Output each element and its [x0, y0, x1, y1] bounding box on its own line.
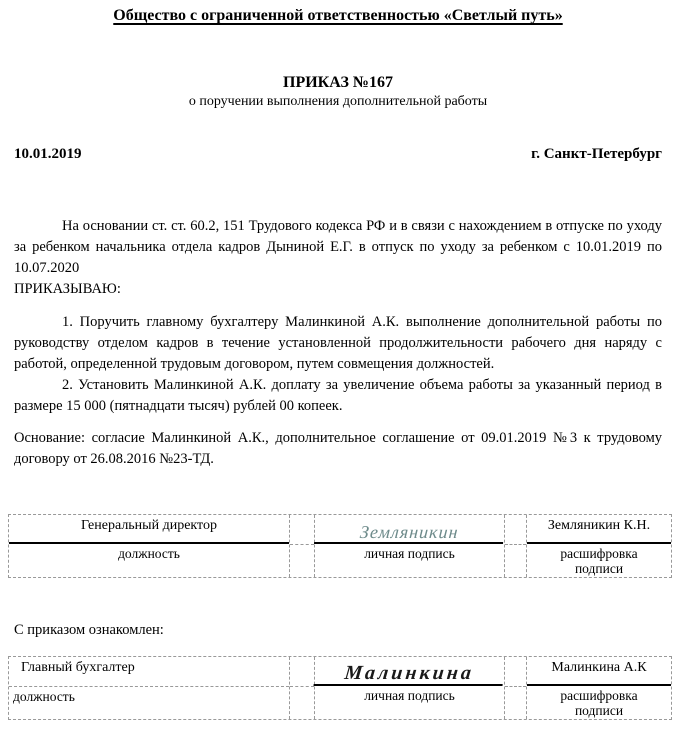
acknowledgement-label: С приказом ознакомлен:	[14, 622, 164, 638]
accountant-name: Малинкина А.К	[527, 657, 671, 686]
accountant-position: Главный бухгалтер	[9, 657, 289, 687]
table-spacer	[289, 515, 315, 577]
order-title: ПРИКАЗ №167	[283, 74, 393, 91]
signature-table-accountant	[8, 656, 672, 720]
table-spacer	[504, 515, 527, 577]
director-signature-caption: личная подпись	[364, 546, 455, 561]
preamble-paragraph: На основании ст. ст. 60.2, 151 Трудового кодекса РФ и в связи с нахождением в отпуске по уходу за ребенком начальника отдела кадров Дыниной Е.Г. в отпуск по уходу за ребенком с 10.01.2019 по 10.07.2020	[14, 218, 662, 276]
date-city-row	[14, 146, 662, 163]
director-signature-handwriting: Земляникин	[314, 515, 505, 544]
director-signature-cell	[315, 515, 504, 577]
accountant-signature-cell	[315, 657, 504, 719]
signature-table-director	[8, 514, 672, 578]
director-position-cell	[9, 515, 289, 577]
accountant-signature-handwriting: Малинкина	[313, 657, 505, 686]
director-name-caption: расшифровка подписи	[560, 546, 638, 576]
director-position: Генеральный директор	[9, 515, 289, 544]
basis-paragraph: Основание: согласие Малинкиной А.К., дополнительное соглашение от 09.01.2019 №3 к трудовому договору от 26.08.2016 №23-ТД.	[14, 430, 662, 467]
order-city: г. Санкт-Петербург	[531, 146, 662, 162]
accountant-name-caption: расшифровка подписи	[560, 688, 638, 718]
order-heading	[14, 73, 662, 110]
director-name-cell	[527, 515, 671, 577]
order-date: 10.01.2019	[14, 146, 82, 162]
table-spacer	[289, 657, 315, 719]
accountant-name-cell	[527, 657, 671, 719]
order-word: ПРИКАЗЫВАЮ:	[14, 281, 121, 297]
accountant-position-cell	[9, 657, 289, 719]
accountant-position-caption: должность	[13, 689, 75, 704]
table-spacer	[504, 657, 527, 719]
order-item-2: 2. Установить Малинкиной А.К. доплату за увеличение объема работы за указанный период в размере 15 000 (пятнадцати тысяч) рублей 00 копеек.	[14, 377, 662, 414]
order-subtitle: о поручении выполнения дополнительной работы	[188, 94, 488, 109]
director-position-caption: должность	[118, 546, 180, 561]
company-name: Общество с ограниченной ответственностью «Светлый путь»	[113, 7, 563, 24]
accountant-signature-caption: личная подпись	[364, 688, 455, 703]
director-name: Земляникин К.Н.	[527, 515, 671, 544]
order-item-1: 1. Поручить главному бухгалтеру Малинкиной А.К. выполнение дополнительной работы по руководству отделом кадров в течение установленной продолжительности рабочего дня наряду с работой, определенной трудовым договором, путем совмещения должностей.	[14, 314, 662, 372]
